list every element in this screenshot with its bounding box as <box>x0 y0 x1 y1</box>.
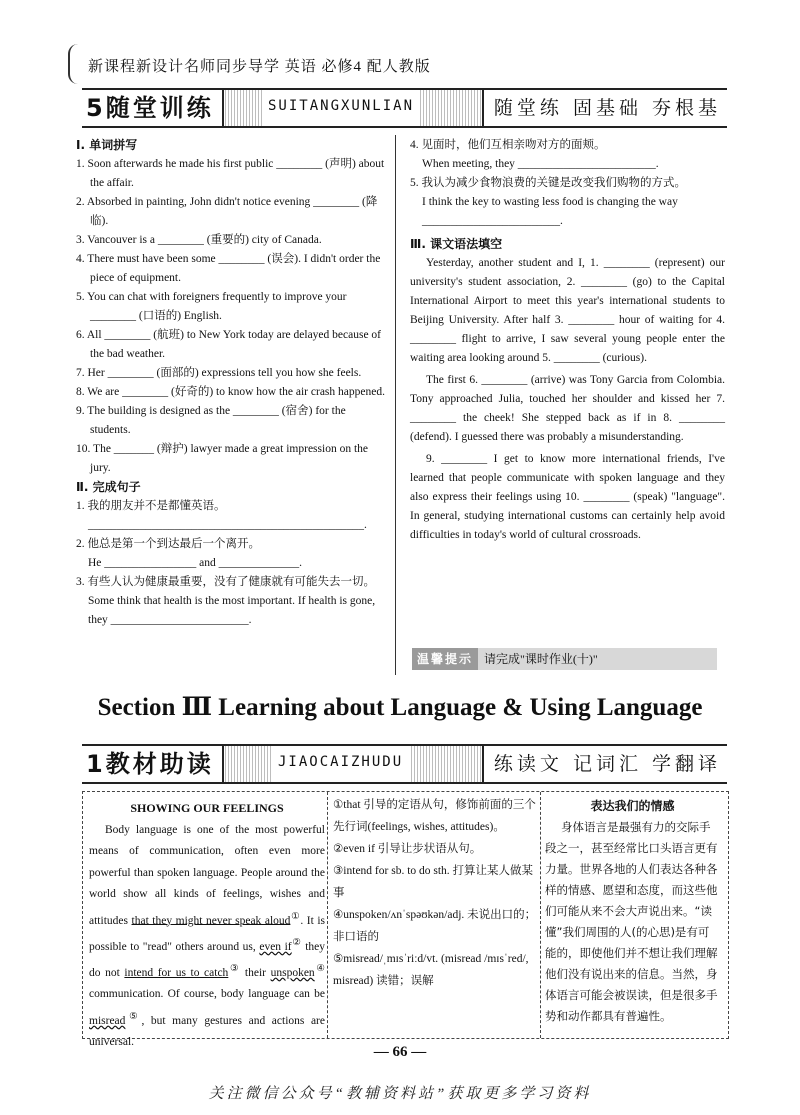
banner-number-title: 1教材助读 <box>82 746 224 782</box>
exercise-item: 7. Her ________ (面部的) expressions tell you how she feels. <box>76 367 362 379</box>
reminder-text: 请完成"课时作业(十)" <box>484 652 598 666</box>
section-heading-2: Ⅱ. 完成句子 <box>76 480 141 494</box>
chinese-translation <box>545 796 720 1027</box>
banner-jiaocai <box>82 744 727 784</box>
note-item: ③intend for sb. to do sth. 打算让某人做某事 <box>333 865 534 899</box>
answer-line: Some think that health is the most important. If health is gone, they ________________________. <box>88 595 376 626</box>
reminder-tag: 温馨提示 <box>412 648 478 670</box>
banner-suitang <box>82 88 727 128</box>
exercise-item: 9. The building is designed as the ________ (宿舍) for the students. <box>76 405 346 436</box>
left-column <box>76 136 388 630</box>
exercise-item: 1. Soon afterwards he made his first public ________ (声明) about the affair. <box>76 158 385 189</box>
exercise-item: 5. You can chat with foreigners frequently to improve your ________ (口语的) English. <box>76 291 347 322</box>
exercise-item: 5. 我认为减少食物浪费的关键是改变我们购物的方式。 <box>410 177 686 189</box>
reminder-bar <box>412 648 717 670</box>
page-number: — 66 — <box>373 1044 427 1060</box>
banner-pinyin: JIAOCAIZHUDU <box>272 746 409 782</box>
note-item: ②even if 引导让步状语从句。 <box>333 843 482 855</box>
english-passage <box>89 798 325 1054</box>
exercise-item: 2. Absorbed in painting, John didn't notice evening ________ (降临). <box>76 196 378 227</box>
right-column <box>410 136 725 545</box>
reading-box <box>82 791 729 1049</box>
note-item: ⑤misread/ˌmɪsˈriːd/vt. (misread /mɪsˈred/, misread) 读错；误解 <box>333 953 529 987</box>
exercise-item: 8. We are ________ (好奇的) to know how the air crash happened. <box>76 386 385 398</box>
cloze-paragraph-1: Yesterday, another student and I, 1. ________ (represent) our university's student association, 2. ________ (go) to the Capital International Airport to meet this year's international students to Beijing University. After half 3. ________ hour of waiting for 4. ________ flight to arrive, I saw several young people enter the waiting area looking around 5. ________ (curious). <box>410 257 725 364</box>
answer-line: When meeting, they ________________________. <box>422 158 659 170</box>
exercise-item: 10. The _______ (辩护) lawyer made a great impression on the jury. <box>76 443 369 474</box>
box-divider <box>327 792 328 1038</box>
section-heading-3: Ⅲ. 课文语法填空 <box>410 237 503 251</box>
cloze-paragraph-2: The first 6. ________ (arrive) was Tony Garcia from Colombia. Tony approached Julia, touched her shoulder and kissed her 7. ________ the cheek! She stepped back as if in 8. ________ (defend). I guessed there was probably a misunderstanding. <box>410 374 725 443</box>
column-divider <box>395 135 396 675</box>
header-bracket <box>68 44 80 84</box>
english-text: Body language is one of the most powerful means of communication, often even more powerful than spoken language. People around the world show all kinds of feelings, wishes and attitudes that they might never speak aloud①. It is possible to "read" others around us, even if② they do not intend for us to catch③ their unspoken④ communication. Of course, body language can be misread⑤, but many gestures and actions are universal. <box>89 823 326 1049</box>
cloze-paragraph-3: 9. ________ I get to know more international friends, I've learned that people communicate with spoken language and they also express their feelings using 10. ________ (speak) "language". In general, studying international customs can certainly help avoid difficulties in today's world of cultural crossroads. <box>410 453 725 541</box>
annotation-notes <box>333 794 539 992</box>
banner-slogan: 随堂练 固基础 夯根基 <box>482 90 727 126</box>
section-title: Section Ⅲ Learning about Language & Using Language <box>97 694 703 721</box>
banner-slogan: 练读文 记词汇 学翻译 <box>482 746 727 782</box>
english-title: SHOWING OUR FEELINGS <box>130 801 284 815</box>
exercise-item: 2. 他总是第一个到达最后一个离开。 <box>76 538 260 550</box>
exercise-item: 3. 有些人认为健康最重要，没有了健康就有可能失去一切。 <box>76 576 375 588</box>
banner-pinyin: SUITANGXUNLIAN <box>262 90 420 126</box>
answer-line: I think the key to wasting less food is changing the way ________________________. <box>422 196 678 227</box>
note-item: ④unspoken/ʌnˈspəʊkən/adj. 未说出口的；非口语的 <box>333 909 537 943</box>
footer-note: 关注微信公众号“教辅资料站”获取更多学习资料 <box>208 1086 592 1102</box>
exercise-item: 1. 我的朋友并不是都懂英语。 <box>76 500 226 512</box>
note-item: ①that 引导的定语从句，修饰前面的三个先行词(feelings, wishes, attitudes)。 <box>333 799 536 833</box>
banner-number-title: 5随堂训练 <box>82 90 224 126</box>
answer-line: ________________________________________________. <box>88 519 367 531</box>
exercise-item: 6. All ________ (航班) to New York today are delayed because of the bad weather. <box>76 329 382 360</box>
section-heading-1: Ⅰ. 单词拼写 <box>76 138 138 152</box>
exercise-item: 4. There must have been some ________ (误会). I didn't order the piece of equipment. <box>76 253 381 284</box>
box-divider <box>540 792 541 1038</box>
answer-line: He ________________ and ______________. <box>88 557 303 569</box>
exercise-item: 4. 见面时，他们互相亲吻对方的面颊。 <box>410 139 606 151</box>
chinese-title: 表达我们的情感 <box>590 799 675 813</box>
exercise-item: 3. Vancouver is a ________ (重要的) city of Canada. <box>76 234 322 246</box>
chinese-text: 身体语言是最强有力的交际手段之一，甚至经常比口头语言更有力量。世界各地的人们表达各种各样的情感、愿望和态度，而这些他们可能从来不会大声说出来。“读懂”我们周围的人(的心思)是有可能的，即使他们并不想让我们理解他们没有说出来的信息。当然，身体语言可能会被误读，但是很多手势和动作都具有普遍性。 <box>545 820 718 1023</box>
book-title: 新课程新设计名师同步导学 英语 必修4 配人教版 <box>88 59 431 75</box>
